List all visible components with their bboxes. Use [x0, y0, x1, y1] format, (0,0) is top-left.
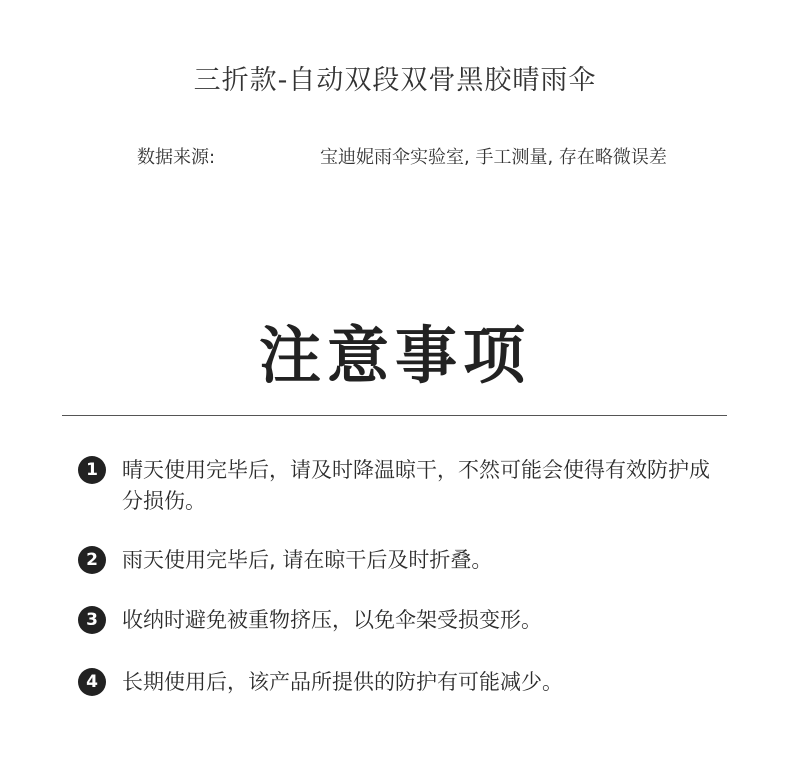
- notice-heading: 注意事项: [258, 319, 531, 392]
- number-badge-icon: 1: [78, 456, 106, 484]
- data-source-value: 宝迪妮雨伞实验室, 手工测量, 存在略微误差: [320, 147, 667, 168]
- notice-item: [78, 545, 718, 576]
- notice-item: [78, 605, 718, 636]
- number-badge-icon: 2: [78, 546, 106, 574]
- data-source-label: 数据来源:: [137, 147, 216, 168]
- section-divider: [62, 415, 727, 416]
- number-badge-icon: 4: [78, 668, 106, 696]
- notice-item: [78, 455, 718, 517]
- page-title: 三折款-自动双段双骨黑胶晴雨伞: [193, 65, 597, 96]
- notice-item-text: 晴天使用完毕后，请及时降温晾干，不然可能会使得有效防护成分损伤。: [122, 458, 710, 513]
- notice-item-text: 长期使用后，该产品所提供的防护有可能减少。: [122, 670, 563, 694]
- notice-item: [78, 667, 718, 698]
- notice-item-text: 雨天使用完毕后, 请在晾干后及时折叠。: [122, 548, 493, 572]
- notice-item-text: 收纳时避免被重物挤压，以免伞架受损变形。: [122, 608, 542, 632]
- number-badge-icon: 3: [78, 606, 106, 634]
